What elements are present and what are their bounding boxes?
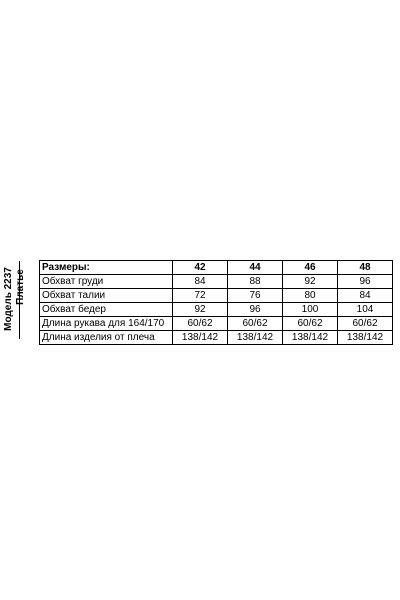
measurement-value: 76 — [228, 289, 283, 303]
size-table — [39, 260, 393, 345]
size-header-row — [40, 261, 393, 275]
measurement-value: 138/142 — [283, 331, 338, 345]
table-row — [40, 317, 393, 331]
measurement-value: 138/142 — [228, 331, 283, 345]
measurement-value: 60/62 — [338, 317, 393, 331]
table-row — [40, 331, 393, 345]
table-row — [40, 275, 393, 289]
measurement-label: Обхват бедер — [40, 303, 173, 317]
measurement-value: 72 — [173, 289, 228, 303]
measurement-value: 80 — [283, 289, 338, 303]
size-header-cell: 42 — [173, 261, 228, 275]
measurement-value: 84 — [173, 275, 228, 289]
size-header-cell: 44 — [228, 261, 283, 275]
measurement-value: 60/62 — [283, 317, 338, 331]
size-chart — [0, 259, 400, 341]
measurement-value: 138/142 — [338, 331, 393, 345]
measurement-value: 60/62 — [228, 317, 283, 331]
measurement-value: 84 — [338, 289, 393, 303]
measurement-value: 100 — [283, 303, 338, 317]
measurement-value: 92 — [173, 303, 228, 317]
measurement-label: Длина изделия от плеча — [40, 331, 173, 345]
side-panel — [0, 259, 38, 341]
measurement-value: 60/62 — [173, 317, 228, 331]
size-header-cell: 48 — [338, 261, 393, 275]
measurement-value: 96 — [338, 275, 393, 289]
measurement-value: 138/142 — [173, 331, 228, 345]
measurement-value: 104 — [338, 303, 393, 317]
measurement-label: Обхват талии — [40, 289, 173, 303]
table-row — [40, 289, 393, 303]
measurement-label: Длина рукава для 164/170 — [40, 317, 173, 331]
measurement-value: 92 — [283, 275, 338, 289]
sizes-header-label: Размеры: — [40, 261, 173, 275]
garment-type-label: Платье — [15, 269, 26, 305]
measurement-value: 96 — [228, 303, 283, 317]
measurement-label: Обхват груди — [40, 275, 173, 289]
model-label: Модель 2237 — [3, 267, 14, 331]
table-row — [40, 303, 393, 317]
size-header-cell: 46 — [283, 261, 338, 275]
measurement-value: 88 — [228, 275, 283, 289]
